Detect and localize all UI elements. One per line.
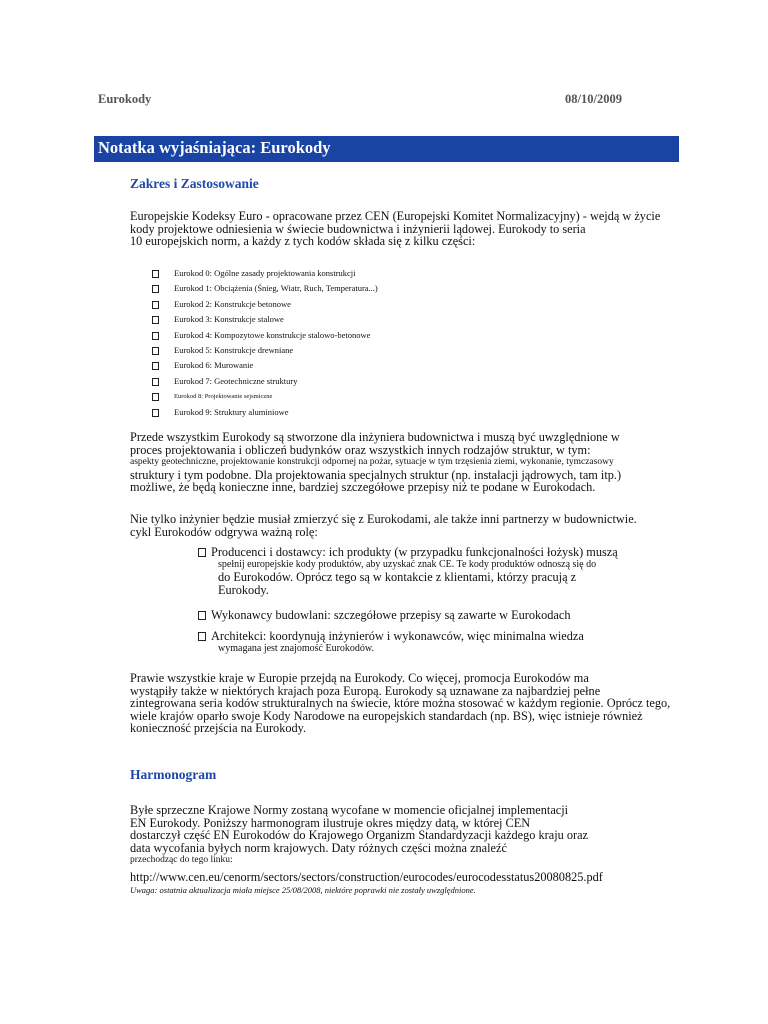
bullet-box-icon bbox=[152, 362, 159, 370]
partner-item-producers bbox=[198, 546, 618, 596]
list-item-label: Eurokod 2: Konstrukcje betonowe bbox=[174, 298, 291, 309]
list-item-label: Eurokod 9: Struktury aluminiowe bbox=[174, 406, 289, 417]
bullet-box-icon bbox=[152, 378, 159, 386]
bullet-box-icon bbox=[198, 548, 206, 557]
text-line: aspekty geotechniczne, projektowanie konstrukcji odpornej na pożar, sytuacje w tym trzęsienia ziemi, wykonanie, tymczasowy bbox=[130, 457, 614, 467]
partner-item-label: Wykonawcy budowlani: szczegółowe przepisy są zawarte w Eurokodach bbox=[211, 608, 571, 622]
list-item-label: Eurokod 0: Ogólne zasady projektowania konstrukcji bbox=[174, 268, 356, 278]
adoption-paragraph bbox=[130, 672, 670, 735]
list-item-label: Eurokod 5: Konstrukcje drewniane bbox=[174, 344, 294, 355]
text-line: cykl Eurokodów odgrywa ważną rolę: bbox=[130, 524, 318, 539]
bullet-box-icon bbox=[152, 393, 159, 401]
list-item-label: Eurokod 7: Geotechniczne struktury bbox=[174, 375, 298, 386]
text-line: przechodząc do tego linku: bbox=[130, 855, 233, 865]
bullet-box-icon bbox=[152, 270, 159, 278]
text-line: 10 europejskich norm, a każdy z tych kodów składa się z kilku części: bbox=[130, 234, 476, 248]
text-line: struktury i tym podobne. Dla projektowania specjalnych struktur (np. instalacji jądrowych, tam itp.) bbox=[130, 467, 622, 482]
partner-item-label: Producenci i dostawcy: ich produkty (w przypadku funkcjonalności łożysk) muszą bbox=[211, 545, 618, 559]
text-line: kody projektowe odniesienia w świecie budownictwa i inżynierii lądowej. Eurokody to seria bbox=[130, 221, 586, 236]
section-heading-schedule: Harmonogram bbox=[130, 767, 217, 782]
list-item-label: Eurokod 3: Konstrukcje stalowe bbox=[174, 314, 284, 325]
list-item-label: Eurokod 4: Kompozytowe konstrukcje stalowo-betonowe bbox=[174, 329, 371, 340]
text-line: proces projektowania i obliczeń budynków oraz wszystkich innych rodzajów struktur, w tym: bbox=[130, 442, 591, 457]
partner-item-contractors bbox=[198, 609, 571, 622]
text-line: Nie tylko inżynier będzie musiał zmierzyć się z Eurokodami, ale także inni partnerzy w budownictwie. bbox=[130, 512, 637, 526]
intro-paragraph bbox=[130, 210, 660, 248]
bullet-box-icon bbox=[198, 611, 206, 620]
document-header-title: Eurokody bbox=[98, 92, 152, 106]
text-line: wiele krajów oparło swoje Kody Narodowe na europejskich standardach (np. BS), więc istnieje również bbox=[130, 708, 643, 723]
bullet-box-icon bbox=[152, 285, 159, 293]
list-item-label: Eurokod 6: Murowanie bbox=[174, 360, 254, 371]
bullet-box-icon bbox=[198, 632, 206, 641]
document-header-date: 08/10/2009 bbox=[565, 92, 622, 106]
text-line: Przede wszystkim Eurokody są stworzone dla inżyniera budownictwa i muszą być uwzględnione w bbox=[130, 430, 620, 444]
list-item-label: Eurokod 8: Projektowanie sejsmiczne bbox=[174, 393, 273, 401]
text-line: wymagana jest znajomość Eurokodów. bbox=[218, 642, 374, 654]
schedule-paragraph bbox=[130, 804, 588, 867]
text-line: wystąpiły także w niektórych krajach poza Europą. Eurokody są uznawane za najbardziej pełne bbox=[130, 683, 601, 698]
bullet-box-icon bbox=[152, 347, 159, 355]
text-line: do Eurokodów. Oprócz tego są w kontakcie z klientami, którzy pracują z bbox=[218, 570, 577, 584]
text-line: data wycofania byłych norm krajowych. Daty różnych części można znaleźć bbox=[130, 840, 507, 855]
text-line: konieczność przejścia na Eurokody. bbox=[130, 721, 307, 735]
update-note: Uwaga: ostatnia aktualizacja miała miejsce 25/08/2008, niektóre poprawki nie zostały uwzględnione. bbox=[130, 885, 476, 895]
partner-item-label: Architekci: koordynują inżynierów i wykonawców, więc minimalna wiedza bbox=[211, 629, 584, 643]
text-line: Europejskie Kodeksy Euro - opracowane przez CEN (Europejski Komitet Normalizacyjny) - wejdą w życie bbox=[130, 209, 661, 223]
text-line: zintegrowana seria kodów strukturalnych na świecie, które można stosować w każdym regionie. Oprócz tego, bbox=[130, 696, 671, 710]
partners-intro-paragraph bbox=[130, 513, 637, 538]
title-bar bbox=[94, 136, 679, 162]
engineer-paragraph bbox=[130, 431, 621, 494]
partner-item-architects bbox=[198, 630, 584, 655]
bullet-box-icon bbox=[152, 332, 159, 340]
text-line: dostarczył część EN Eurokodów do Krajowego Organizm Standardyzacji każdego kraju oraz bbox=[130, 828, 588, 842]
section-heading-scope: Zakres i Zastosowanie bbox=[130, 176, 259, 191]
list-item-label: Eurokod 1: Obciążenia (Śnieg, Wiatr, Ruch, Temperatura...) bbox=[174, 283, 378, 294]
bullet-box-icon bbox=[152, 301, 159, 309]
bullet-box-icon bbox=[152, 409, 159, 417]
text-line: Eurokody. bbox=[218, 582, 269, 597]
text-line: możliwe, że będą konieczne inne, bardziej szczegółowe przepisy niż te podane w Eurokodach. bbox=[130, 480, 596, 494]
page-title: Notatka wyjaśniająca: Eurokody bbox=[98, 138, 331, 157]
text-line: spełnij europejskie kody produktów, aby uzyskać znak CE. Te kody produktów odnoszą się do bbox=[218, 558, 597, 570]
text-line: EN Eurokody. Poniższy harmonogram ilustruje okres między datą, w której CEN bbox=[130, 815, 531, 830]
bullet-box-icon bbox=[152, 316, 159, 324]
text-line: Byłe sprzeczne Krajowe Normy zostaną wycofane w momencie oficjalnej implementacji bbox=[130, 803, 569, 817]
status-link[interactable]: http://www.cen.eu/cenorm/sectors/sectors/construction/eurocodes/eurocodesstatus20080825.pdf bbox=[130, 870, 603, 884]
text-line: Prawie wszystkie kraje w Europie przejdą na Eurokody. Co więcej, promocja Eurokodów ma bbox=[130, 671, 589, 685]
